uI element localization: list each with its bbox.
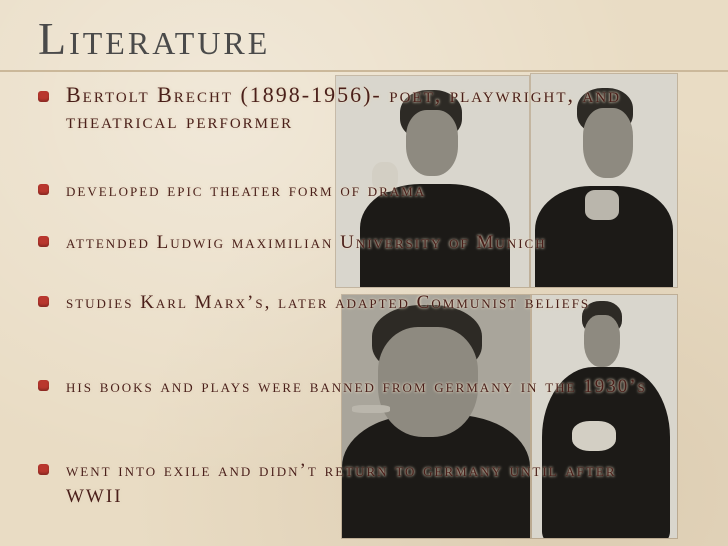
bullet-marker-icon — [38, 296, 49, 307]
title-divider — [0, 70, 728, 72]
bullet-marker-icon — [38, 380, 49, 391]
bullet-text: Bertolt Brecht (1898-1956)- poet, playwright, and theatrical performer — [66, 82, 622, 133]
slide-title: Literature — [38, 13, 271, 64]
figure-face — [584, 315, 620, 367]
bullet-marker-icon — [38, 464, 49, 475]
bullet-text: developed epic theater form of drama — [66, 180, 427, 201]
bullet-text: studies Karl Marx’s, later adapted Communist beliefs — [66, 292, 591, 313]
bullet-item — [38, 82, 678, 134]
bullet-text: went into exile and didn’t return to germany until after WWII — [66, 460, 617, 507]
bullet-text: his books and plays were banned from germany in the 1930’s — [66, 376, 647, 397]
figure-notebook — [572, 421, 616, 451]
bullet-item — [38, 178, 678, 204]
bullet-item — [38, 290, 678, 316]
bullet-item — [38, 458, 678, 510]
bullet-marker-icon — [38, 236, 49, 247]
bullet-marker-icon — [38, 91, 49, 102]
bullet-marker-icon — [38, 184, 49, 195]
figure-cigar — [352, 405, 390, 413]
bullet-item — [38, 230, 678, 256]
bullet-text: attended Ludwig maximilian University of Munich — [66, 232, 547, 253]
bullet-item — [38, 374, 678, 400]
